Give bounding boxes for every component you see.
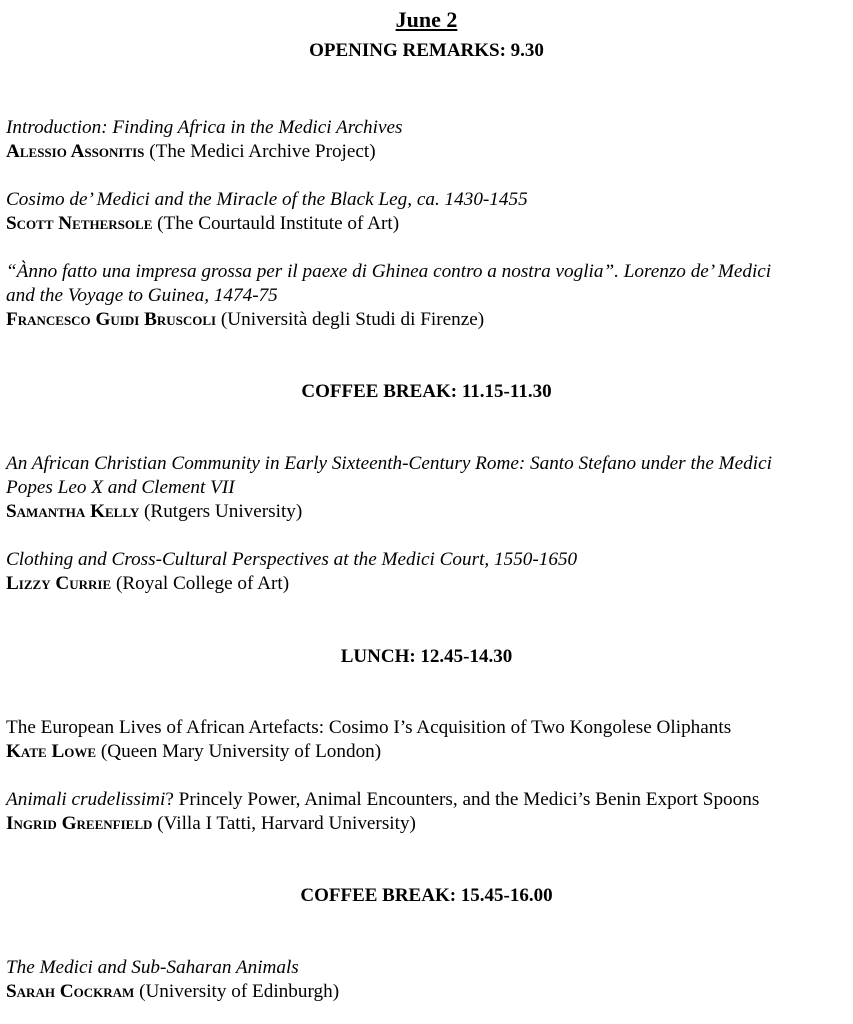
talk-title (6, 788, 759, 812)
speaker-affiliation: (Università degli Studi di Firenze) (220, 309, 485, 330)
talk-title-italic-part: Animali crudelissimi (6, 789, 166, 810)
speaker-affiliation: (Villa I Tatti, Harvard University) (157, 813, 416, 834)
coffee-break-2-heading: COFFEE BREAK: 15.45-16.00 (300, 885, 553, 906)
talk-speaker-line (6, 500, 302, 524)
talk-speaker-line (6, 212, 399, 236)
talk-speaker-line (6, 308, 484, 332)
talk-speaker-line (6, 140, 376, 164)
speaker-affiliation: (The Courtauld Institute of Art) (157, 213, 400, 234)
date-heading: June 2 (395, 7, 458, 32)
talk-title-roman-part: ? Princely Power, Animal Encounters, and the Medici’s Benin Export Spoons (165, 789, 760, 810)
talk-title-line-1: “Ànno fatto una impresa grossa per il paexe di Ghinea contro a nostra voglia”. Lorenzo de’ Medici (6, 261, 772, 282)
talk-speaker-line (6, 740, 381, 764)
speaker-affiliation: (University of Edinburgh) (139, 981, 340, 1002)
speaker-name: Kate Lowe (6, 741, 97, 762)
speaker-name: Francesco Guidi Bruscoli (6, 309, 217, 330)
opening-remarks-heading: OPENING REMARKS: 9.30 (309, 40, 544, 61)
coffee-break-1-heading: COFFEE BREAK: 11.15-11.30 (301, 381, 552, 402)
talk-title-line-1: An African Christian Community in Early Sixteenth-Century Rome: Santo Stefano under the Medici (6, 453, 772, 474)
speaker-name: Samantha Kelly (6, 501, 140, 522)
speaker-affiliation: (Queen Mary University of London) (100, 741, 382, 762)
talk-title: Clothing and Cross-Cultural Perspectives at the Medici Court, 1550-1650 (6, 549, 578, 570)
talk-speaker-line (6, 980, 339, 1004)
speaker-name: Lizzy Currie (6, 573, 112, 594)
speaker-affiliation: (Rutgers University) (144, 501, 303, 522)
talk-speaker-line (6, 812, 416, 836)
talk-title-line-2: Popes Leo X and Clement VII (6, 477, 235, 498)
speaker-name: Scott Nethersole (6, 213, 153, 234)
speaker-name: Alessio Assonitis (6, 141, 145, 162)
talk-title: Introduction: Finding Africa in the Medici Archives (6, 117, 403, 138)
talk-title-line-2: and the Voyage to Guinea, 1474-75 (6, 285, 278, 306)
speaker-affiliation: (Royal College of Art) (115, 573, 290, 594)
speaker-affiliation: (The Medici Archive Project) (149, 141, 376, 162)
lunch-heading: LUNCH: 12.45-14.30 (340, 646, 513, 667)
talk-title: The Medici and Sub-Saharan Animals (6, 957, 299, 978)
talk-title: The European Lives of African Artefacts: Cosimo I’s Acquisition of Two Kongolese Oliphants (6, 717, 732, 738)
speaker-name: Ingrid Greenfield (6, 813, 153, 834)
speaker-name: Sarah Cockram (6, 981, 135, 1002)
talk-title: Cosimo de’ Medici and the Miracle of the Black Leg, ca. 1430-1455 (6, 189, 528, 210)
talk-speaker-line (6, 572, 289, 596)
